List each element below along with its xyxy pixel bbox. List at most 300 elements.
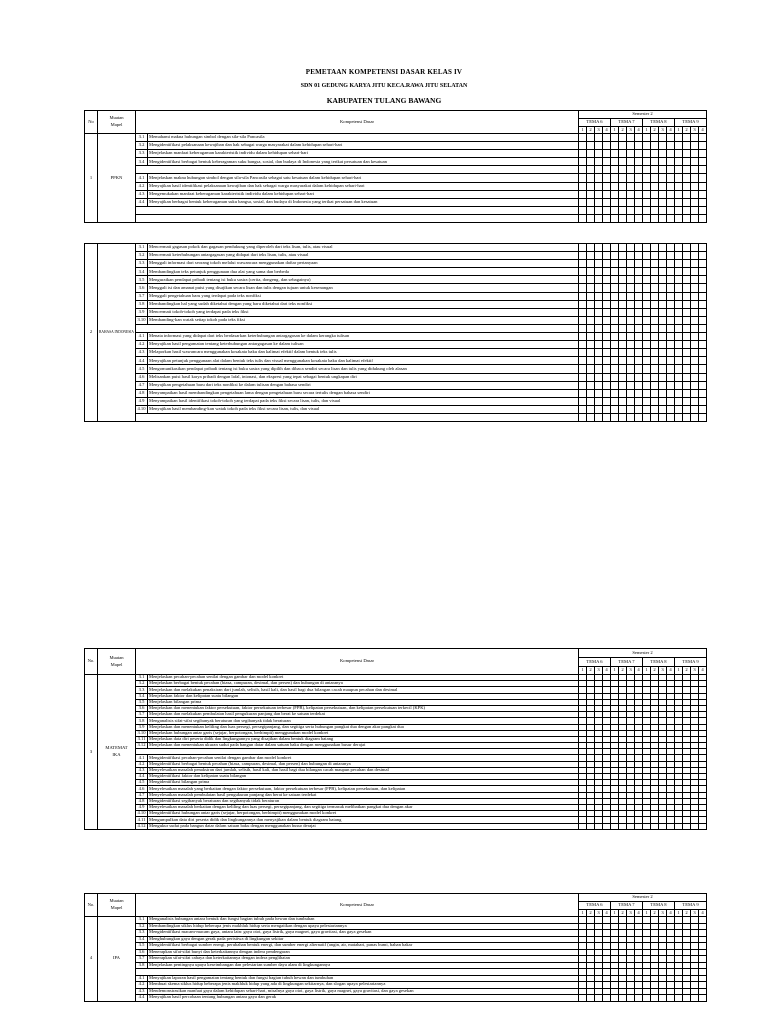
mapping-cell[interactable] (595, 268, 603, 276)
mapping-cell[interactable] (603, 333, 611, 341)
mapping-cell[interactable] (587, 260, 595, 268)
mapping-cell[interactable] (595, 397, 603, 405)
mapping-cell[interactable] (643, 381, 651, 389)
mapping-cell[interactable] (683, 260, 691, 268)
mapping-cell[interactable] (595, 381, 603, 389)
mapping-cell[interactable] (595, 413, 603, 421)
mapping-cell[interactable] (691, 198, 699, 206)
mapping-cell[interactable] (691, 268, 699, 276)
mapping-cell[interactable] (659, 413, 667, 421)
mapping-cell[interactable] (579, 150, 587, 158)
mapping-cell[interactable] (691, 373, 699, 381)
mapping-cell[interactable] (587, 413, 595, 421)
mapping-cell[interactable] (651, 190, 659, 198)
mapping-cell[interactable] (579, 316, 587, 324)
mapping-cell[interactable] (659, 349, 667, 357)
mapping-cell[interactable] (651, 300, 659, 308)
mapping-cell[interactable] (587, 333, 595, 341)
mapping-cell[interactable] (595, 252, 603, 260)
mapping-cell[interactable] (683, 174, 691, 182)
mapping-cell[interactable] (643, 252, 651, 260)
mapping-cell[interactable] (635, 349, 643, 357)
mapping-cell[interactable] (683, 158, 691, 166)
mapping-cell[interactable] (643, 134, 651, 142)
mapping-cell[interactable] (675, 158, 683, 166)
mapping-cell[interactable] (635, 268, 643, 276)
mapping-cell[interactable] (667, 284, 675, 292)
mapping-cell[interactable] (595, 373, 603, 381)
mapping-cell[interactable] (595, 995, 603, 1002)
mapping-cell[interactable] (579, 349, 587, 357)
mapping-cell[interactable] (667, 276, 675, 284)
mapping-cell[interactable] (587, 365, 595, 373)
mapping-cell[interactable] (699, 268, 707, 276)
mapping-cell[interactable] (595, 365, 603, 373)
mapping-cell[interactable] (683, 397, 691, 405)
mapping-cell[interactable] (603, 268, 611, 276)
mapping-cell[interactable] (691, 308, 699, 316)
mapping-cell[interactable] (667, 397, 675, 405)
mapping-cell[interactable] (635, 244, 643, 252)
mapping-cell[interactable] (635, 158, 643, 166)
mapping-cell[interactable] (587, 268, 595, 276)
mapping-cell[interactable] (659, 166, 667, 174)
mapping-cell[interactable] (699, 150, 707, 158)
mapping-cell[interactable] (603, 995, 611, 1002)
mapping-cell[interactable] (699, 292, 707, 300)
mapping-cell[interactable] (659, 373, 667, 381)
mapping-cell[interactable] (683, 333, 691, 341)
mapping-cell[interactable] (627, 365, 635, 373)
mapping-cell[interactable] (667, 349, 675, 357)
mapping-cell[interactable] (683, 206, 691, 214)
mapping-cell[interactable] (595, 316, 603, 324)
mapping-cell[interactable] (611, 198, 619, 206)
mapping-cell[interactable] (691, 995, 699, 1002)
mapping-cell[interactable] (643, 158, 651, 166)
mapping-cell[interactable] (603, 373, 611, 381)
mapping-cell[interactable] (611, 292, 619, 300)
mapping-cell[interactable] (683, 284, 691, 292)
mapping-cell[interactable] (667, 316, 675, 324)
mapping-cell[interactable] (651, 292, 659, 300)
mapping-cell[interactable] (627, 276, 635, 284)
mapping-cell[interactable] (699, 405, 707, 413)
mapping-cell[interactable] (651, 174, 659, 182)
mapping-cell[interactable] (683, 357, 691, 365)
mapping-cell[interactable] (699, 413, 707, 421)
mapping-cell[interactable] (683, 166, 691, 174)
mapping-cell[interactable] (699, 190, 707, 198)
mapping-cell[interactable] (659, 316, 667, 324)
mapping-cell[interactable] (643, 142, 651, 150)
mapping-cell[interactable] (635, 292, 643, 300)
mapping-cell[interactable] (643, 357, 651, 365)
mapping-cell[interactable] (587, 182, 595, 190)
mapping-cell[interactable] (587, 190, 595, 198)
mapping-cell[interactable] (675, 341, 683, 349)
mapping-cell[interactable] (619, 182, 627, 190)
mapping-cell[interactable] (659, 252, 667, 260)
mapping-cell[interactable] (651, 349, 659, 357)
mapping-cell[interactable] (595, 276, 603, 284)
mapping-cell[interactable] (595, 292, 603, 300)
mapping-cell[interactable] (643, 300, 651, 308)
mapping-cell[interactable] (659, 142, 667, 150)
mapping-cell[interactable] (635, 357, 643, 365)
mapping-cell[interactable] (699, 198, 707, 206)
mapping-cell[interactable] (619, 206, 627, 214)
mapping-cell[interactable] (627, 214, 635, 222)
mapping-cell[interactable] (619, 823, 627, 829)
mapping-cell[interactable] (643, 413, 651, 421)
mapping-cell[interactable] (651, 134, 659, 142)
mapping-cell[interactable] (619, 174, 627, 182)
mapping-cell[interactable] (611, 244, 619, 252)
mapping-cell[interactable] (699, 284, 707, 292)
mapping-cell[interactable] (595, 324, 603, 332)
mapping-cell[interactable] (691, 276, 699, 284)
mapping-cell[interactable] (683, 198, 691, 206)
mapping-cell[interactable] (627, 292, 635, 300)
mapping-cell[interactable] (643, 244, 651, 252)
mapping-cell[interactable] (643, 182, 651, 190)
mapping-cell[interactable] (611, 413, 619, 421)
mapping-cell[interactable] (643, 324, 651, 332)
mapping-cell[interactable] (627, 413, 635, 421)
mapping-cell[interactable] (603, 405, 611, 413)
mapping-cell[interactable] (595, 190, 603, 198)
mapping-cell[interactable] (579, 341, 587, 349)
mapping-cell[interactable] (611, 333, 619, 341)
mapping-cell[interactable] (691, 182, 699, 190)
mapping-cell[interactable] (699, 244, 707, 252)
mapping-cell[interactable] (603, 341, 611, 349)
mapping-cell[interactable] (675, 397, 683, 405)
mapping-cell[interactable] (675, 150, 683, 158)
mapping-cell[interactable] (699, 389, 707, 397)
mapping-cell[interactable] (659, 190, 667, 198)
mapping-cell[interactable] (595, 206, 603, 214)
mapping-cell[interactable] (595, 244, 603, 252)
mapping-cell[interactable] (659, 300, 667, 308)
mapping-cell[interactable] (683, 190, 691, 198)
mapping-cell[interactable] (659, 357, 667, 365)
mapping-cell[interactable] (643, 389, 651, 397)
mapping-cell[interactable] (611, 300, 619, 308)
mapping-cell[interactable] (635, 995, 643, 1002)
mapping-cell[interactable] (619, 150, 627, 158)
mapping-cell[interactable] (611, 158, 619, 166)
mapping-cell[interactable] (627, 150, 635, 158)
mapping-cell[interactable] (651, 252, 659, 260)
mapping-cell[interactable] (627, 268, 635, 276)
mapping-cell[interactable] (619, 244, 627, 252)
mapping-cell[interactable] (683, 182, 691, 190)
mapping-cell[interactable] (691, 252, 699, 260)
mapping-cell[interactable] (643, 206, 651, 214)
mapping-cell[interactable] (611, 252, 619, 260)
mapping-cell[interactable] (611, 206, 619, 214)
mapping-cell[interactable] (619, 381, 627, 389)
mapping-cell[interactable] (603, 308, 611, 316)
mapping-cell[interactable] (619, 166, 627, 174)
mapping-cell[interactable] (587, 341, 595, 349)
mapping-cell[interactable] (619, 284, 627, 292)
mapping-cell[interactable] (651, 823, 659, 829)
mapping-cell[interactable] (587, 206, 595, 214)
mapping-cell[interactable] (619, 357, 627, 365)
mapping-cell[interactable] (667, 174, 675, 182)
mapping-cell[interactable] (651, 316, 659, 324)
mapping-cell[interactable] (683, 413, 691, 421)
mapping-cell[interactable] (611, 284, 619, 292)
mapping-cell[interactable] (667, 365, 675, 373)
mapping-cell[interactable] (611, 373, 619, 381)
mapping-cell[interactable] (587, 324, 595, 332)
mapping-cell[interactable] (643, 284, 651, 292)
mapping-cell[interactable] (635, 260, 643, 268)
mapping-cell[interactable] (699, 300, 707, 308)
mapping-cell[interactable] (579, 142, 587, 150)
mapping-cell[interactable] (579, 268, 587, 276)
mapping-cell[interactable] (603, 198, 611, 206)
mapping-cell[interactable] (587, 142, 595, 150)
mapping-cell[interactable] (611, 397, 619, 405)
mapping-cell[interactable] (627, 284, 635, 292)
mapping-cell[interactable] (603, 166, 611, 174)
mapping-cell[interactable] (683, 300, 691, 308)
mapping-cell[interactable] (603, 357, 611, 365)
mapping-cell[interactable] (699, 214, 707, 222)
mapping-cell[interactable] (691, 341, 699, 349)
mapping-cell[interactable] (675, 134, 683, 142)
mapping-cell[interactable] (603, 349, 611, 357)
mapping-cell[interactable] (627, 244, 635, 252)
mapping-cell[interactable] (603, 214, 611, 222)
mapping-cell[interactable] (635, 198, 643, 206)
mapping-cell[interactable] (683, 405, 691, 413)
mapping-cell[interactable] (691, 365, 699, 373)
mapping-cell[interactable] (667, 150, 675, 158)
mapping-cell[interactable] (691, 413, 699, 421)
mapping-cell[interactable] (691, 214, 699, 222)
mapping-cell[interactable] (579, 823, 587, 829)
mapping-cell[interactable] (579, 158, 587, 166)
mapping-cell[interactable] (611, 349, 619, 357)
mapping-cell[interactable] (699, 276, 707, 284)
mapping-cell[interactable] (675, 142, 683, 150)
mapping-cell[interactable] (579, 308, 587, 316)
mapping-cell[interactable] (603, 823, 611, 829)
mapping-cell[interactable] (691, 260, 699, 268)
mapping-cell[interactable] (675, 333, 683, 341)
mapping-cell[interactable] (651, 308, 659, 316)
mapping-cell[interactable] (627, 349, 635, 357)
mapping-cell[interactable] (635, 300, 643, 308)
mapping-cell[interactable] (699, 995, 707, 1002)
mapping-cell[interactable] (627, 389, 635, 397)
mapping-cell[interactable] (683, 252, 691, 260)
mapping-cell[interactable] (627, 252, 635, 260)
mapping-cell[interactable] (691, 166, 699, 174)
mapping-cell[interactable] (603, 252, 611, 260)
mapping-cell[interactable] (683, 324, 691, 332)
mapping-cell[interactable] (619, 341, 627, 349)
mapping-cell[interactable] (635, 373, 643, 381)
mapping-cell[interactable] (579, 166, 587, 174)
mapping-cell[interactable] (587, 276, 595, 284)
mapping-cell[interactable] (675, 252, 683, 260)
mapping-cell[interactable] (587, 158, 595, 166)
mapping-cell[interactable] (667, 333, 675, 341)
mapping-cell[interactable] (627, 166, 635, 174)
mapping-cell[interactable] (595, 198, 603, 206)
mapping-cell[interactable] (683, 365, 691, 373)
mapping-cell[interactable] (635, 252, 643, 260)
mapping-cell[interactable] (635, 316, 643, 324)
mapping-cell[interactable] (627, 190, 635, 198)
mapping-cell[interactable] (643, 333, 651, 341)
mapping-cell[interactable] (667, 206, 675, 214)
mapping-cell[interactable] (627, 198, 635, 206)
mapping-cell[interactable] (659, 276, 667, 284)
mapping-cell[interactable] (659, 244, 667, 252)
mapping-cell[interactable] (619, 260, 627, 268)
mapping-cell[interactable] (619, 308, 627, 316)
mapping-cell[interactable] (691, 381, 699, 389)
mapping-cell[interactable] (603, 260, 611, 268)
mapping-cell[interactable] (699, 252, 707, 260)
mapping-cell[interactable] (675, 405, 683, 413)
mapping-cell[interactable] (651, 365, 659, 373)
mapping-cell[interactable] (595, 260, 603, 268)
mapping-cell[interactable] (579, 276, 587, 284)
mapping-cell[interactable] (643, 166, 651, 174)
mapping-cell[interactable] (683, 381, 691, 389)
mapping-cell[interactable] (683, 308, 691, 316)
mapping-cell[interactable] (691, 292, 699, 300)
mapping-cell[interactable] (651, 182, 659, 190)
mapping-cell[interactable] (627, 300, 635, 308)
mapping-cell[interactable] (635, 324, 643, 332)
mapping-cell[interactable] (691, 190, 699, 198)
mapping-cell[interactable] (659, 389, 667, 397)
mapping-cell[interactable] (579, 284, 587, 292)
mapping-cell[interactable] (691, 206, 699, 214)
mapping-cell[interactable] (627, 316, 635, 324)
mapping-cell[interactable] (595, 341, 603, 349)
mapping-cell[interactable] (675, 381, 683, 389)
mapping-cell[interactable] (675, 300, 683, 308)
mapping-cell[interactable] (691, 357, 699, 365)
mapping-cell[interactable] (603, 389, 611, 397)
mapping-cell[interactable] (651, 268, 659, 276)
mapping-cell[interactable] (587, 308, 595, 316)
mapping-cell[interactable] (675, 365, 683, 373)
mapping-cell[interactable] (579, 357, 587, 365)
mapping-cell[interactable] (651, 357, 659, 365)
mapping-cell[interactable] (699, 134, 707, 142)
mapping-cell[interactable] (635, 308, 643, 316)
mapping-cell[interactable] (587, 389, 595, 397)
mapping-cell[interactable] (699, 324, 707, 332)
mapping-cell[interactable] (699, 357, 707, 365)
mapping-cell[interactable] (643, 260, 651, 268)
mapping-cell[interactable] (579, 995, 587, 1002)
mapping-cell[interactable] (611, 214, 619, 222)
mapping-cell[interactable] (643, 214, 651, 222)
mapping-cell[interactable] (643, 292, 651, 300)
mapping-cell[interactable] (643, 995, 651, 1002)
mapping-cell[interactable] (659, 150, 667, 158)
mapping-cell[interactable] (611, 823, 619, 829)
mapping-cell[interactable] (651, 158, 659, 166)
mapping-cell[interactable] (619, 349, 627, 357)
mapping-cell[interactable] (635, 381, 643, 389)
mapping-cell[interactable] (691, 823, 699, 829)
mapping-cell[interactable] (675, 308, 683, 316)
mapping-cell[interactable] (587, 252, 595, 260)
mapping-cell[interactable] (627, 182, 635, 190)
mapping-cell[interactable] (595, 308, 603, 316)
mapping-cell[interactable] (603, 413, 611, 421)
mapping-cell[interactable] (651, 405, 659, 413)
mapping-cell[interactable] (619, 413, 627, 421)
mapping-cell[interactable] (579, 252, 587, 260)
mapping-cell[interactable] (691, 397, 699, 405)
mapping-cell[interactable] (691, 300, 699, 308)
mapping-cell[interactable] (587, 150, 595, 158)
mapping-cell[interactable] (579, 244, 587, 252)
mapping-cell[interactable] (619, 214, 627, 222)
mapping-cell[interactable] (627, 333, 635, 341)
mapping-cell[interactable] (675, 268, 683, 276)
mapping-cell[interactable] (683, 373, 691, 381)
mapping-cell[interactable] (683, 316, 691, 324)
mapping-cell[interactable] (675, 284, 683, 292)
mapping-cell[interactable] (579, 397, 587, 405)
mapping-cell[interactable] (627, 158, 635, 166)
mapping-cell[interactable] (651, 244, 659, 252)
mapping-cell[interactable] (659, 333, 667, 341)
mapping-cell[interactable] (651, 198, 659, 206)
mapping-cell[interactable] (699, 142, 707, 150)
mapping-cell[interactable] (635, 142, 643, 150)
mapping-cell[interactable] (675, 166, 683, 174)
mapping-cell[interactable] (675, 373, 683, 381)
mapping-cell[interactable] (635, 365, 643, 373)
mapping-cell[interactable] (699, 206, 707, 214)
mapping-cell[interactable] (699, 158, 707, 166)
mapping-cell[interactable] (691, 284, 699, 292)
mapping-cell[interactable] (643, 341, 651, 349)
mapping-cell[interactable] (659, 397, 667, 405)
mapping-cell[interactable] (635, 405, 643, 413)
mapping-cell[interactable] (587, 405, 595, 413)
mapping-cell[interactable] (667, 134, 675, 142)
mapping-cell[interactable] (611, 166, 619, 174)
mapping-cell[interactable] (651, 166, 659, 174)
mapping-cell[interactable] (603, 174, 611, 182)
mapping-cell[interactable] (619, 405, 627, 413)
mapping-cell[interactable] (603, 244, 611, 252)
mapping-cell[interactable] (587, 373, 595, 381)
mapping-cell[interactable] (651, 333, 659, 341)
mapping-cell[interactable] (635, 333, 643, 341)
mapping-cell[interactable] (667, 995, 675, 1002)
mapping-cell[interactable] (611, 174, 619, 182)
